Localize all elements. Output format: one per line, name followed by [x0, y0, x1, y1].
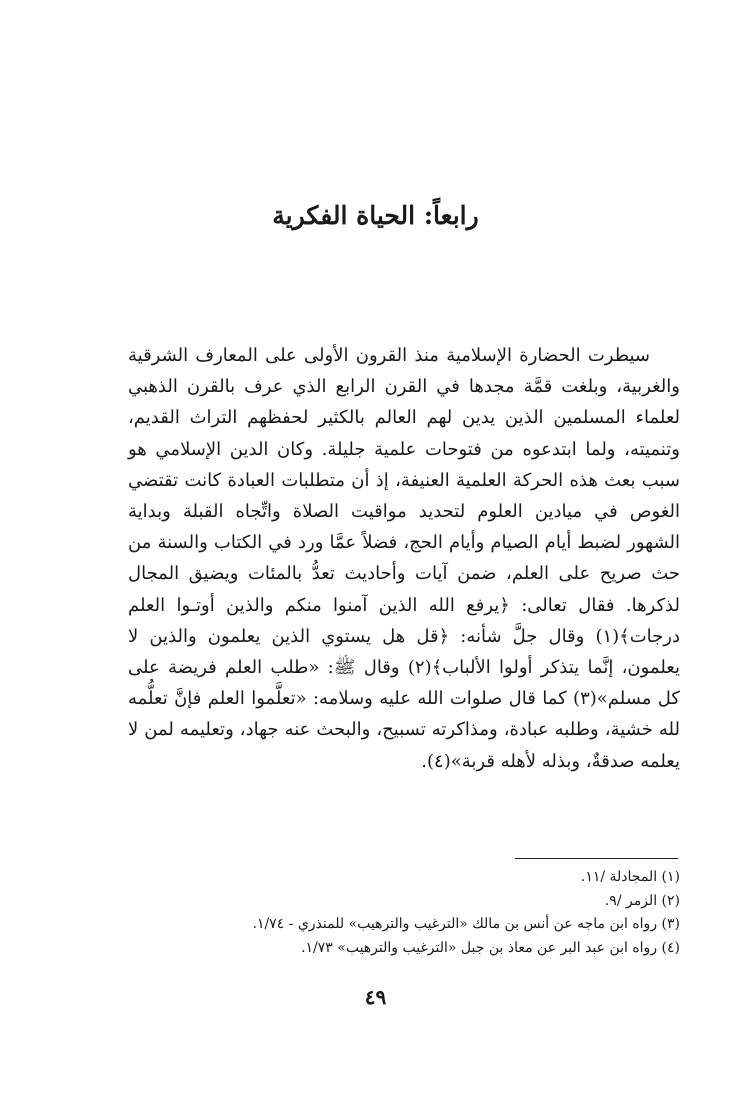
footnote-3: (٣) رواه ابن ماجه عن أنس بن مالك «الترغيب والترهيب» للمنذري - ١/٧٤. — [252, 916, 680, 932]
footnote-2: (٢) الزمر /٩. — [604, 892, 680, 909]
section-heading: رابعاً: الحياة الفكرية — [272, 201, 479, 230]
footnote-4: (٤) رواه ابن عبد البر عن معاذ بن جبل «الترغيب والترهيب» ١/٧٣. — [301, 939, 680, 956]
footnote-separator — [515, 858, 678, 859]
footnote-1: (١) المجادلة /١١. — [580, 869, 680, 885]
main-paragraph: سيطرت الحضارة الإسلامية منذ القرون الأولى على المعارف الشرقية والغربية، وبلغت قمَّة مجدها في القرن الرابع الذي عرف بالقرن الذهبي لعلماء المسلمين الذين يدين لهم العالم بالكثير لحفظهم التراث القديم، وتنميته، ولما ابتدعوه من فتوحات علمية جليلة. وكان الدين الإسلامي هو سبب بعث هذه الحركة العلمية العنيفة، إذ أن متطلبات العبادة كانت تقتضي الغوص في ميادين العلوم لتحديد مواقيت الصلاة واتِّجاه القبلة وبداية الشهور لضبط أيام الصيام وأيام الحج، فضلاً عمَّا ورد في الكتاب والسنة من حث صريح على العلم، ضمن آيات وأحاديث تعدُّ بالمئات ويضيق المجال لذكرها. فقال تعالى: ﴿يرفع الله الذين آمنوا منكم والذين أوتـوا العلم درجات﴾(١) وقال جلَّ شأنه: ﴿قل هل يستوي الذين يعلمون والذين لا يعلمون، إنَّما يتذكر أولوا الألباب﴾(٢) وقال ﷺ: «طلب العلم فريضة على كل مسلم»(٣) كما قال صلوات الله عليه وسلامه: «تعلَّموا العلم فإنَّ تعلُّمه لله خشية، وطلبه عبادة، ومذاكرته تسبيح، والبحث عنه جهاد، وتعليمه لمن لا يعلمه صدقةٌ، وبذله لأهله قربة»(٤). — [128, 345, 680, 772]
page-number: ٤٩ — [364, 985, 387, 1009]
footnotes-list — [128, 866, 680, 960]
body-text — [128, 340, 680, 777]
